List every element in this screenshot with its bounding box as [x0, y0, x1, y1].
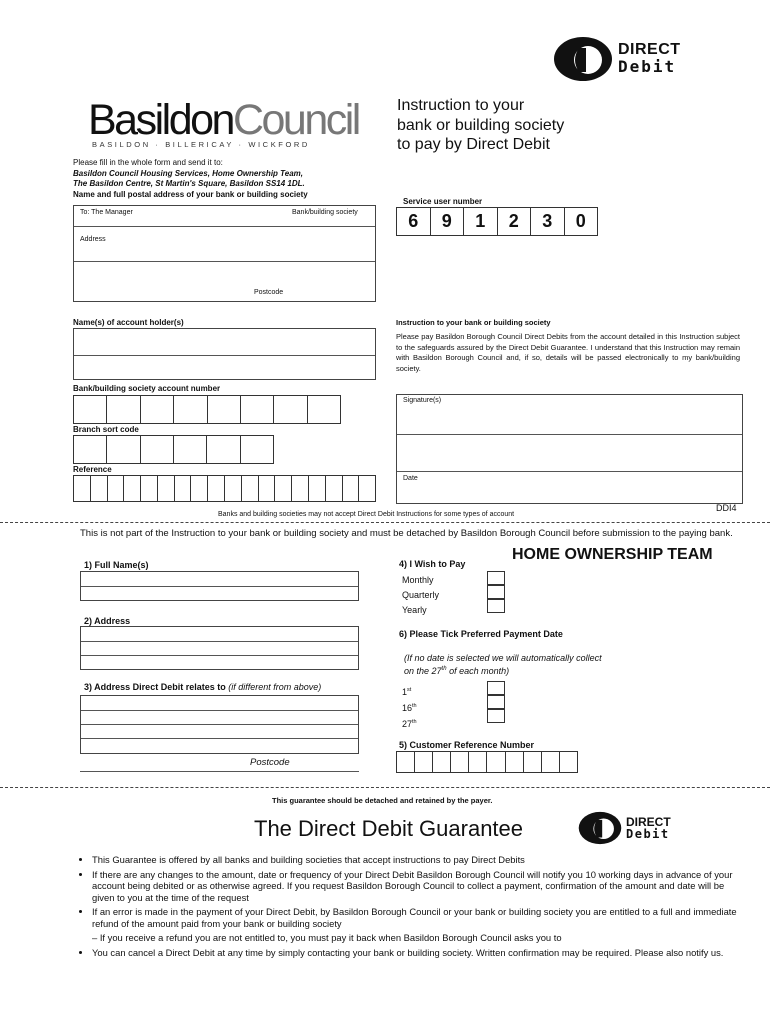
intro-line-2: Basildon Council Housing Services, Home Ownership Team, [73, 168, 303, 178]
account-holders-box[interactable] [73, 328, 376, 380]
intro-line-3: The Basildon Centre, St Martin's Square, Basildon SS14 1DL. [73, 179, 305, 188]
yearly-checkbox[interactable] [487, 599, 505, 613]
detach-notice: This is not part of the Instruction to your bank or building society and must be detached by Basildon Borough Council before submission to the paying bank. [80, 528, 733, 539]
date-1-sup: st [407, 687, 412, 693]
option-monthly: Monthly [402, 575, 434, 585]
dd-address-note: (if different from above) [228, 682, 322, 692]
bank-address-box[interactable] [73, 205, 376, 302]
service-digit: 0 [575, 211, 586, 231]
address-box[interactable] [80, 626, 359, 670]
send-instructions [73, 158, 308, 200]
direct-debit-logo [553, 36, 703, 82]
account-number-cells[interactable] [73, 395, 341, 424]
service-digit: 3 [531, 208, 565, 235]
direct-debit-logo-line2: Debit [618, 57, 677, 76]
date-label: Date [403, 475, 418, 482]
address-label: Address [80, 236, 106, 243]
account-number-label: Bank/building society account number [73, 384, 221, 393]
service-digit: 1 [464, 208, 498, 235]
bank-society-label: Bank/building society [292, 209, 358, 216]
heading-line-2: bank or building society [397, 116, 565, 134]
full-name-box[interactable] [80, 571, 359, 601]
date-16-sup: th [412, 703, 417, 709]
dd-address-label-text: 3) Address Direct Debit relates to [84, 682, 226, 692]
instruction-title: Instruction to your bank or building society [396, 318, 551, 327]
heading-line-1: Instruction to your [397, 97, 525, 114]
direct-debit-logo-icon [553, 36, 613, 82]
detach-line-2 [0, 787, 770, 788]
guarantee-subitem: – If you receive a refund you are not entitled to, you must pay it back when Basildon Borough Council asks you to [92, 932, 562, 943]
quarterly-checkbox[interactable] [487, 585, 505, 599]
payment-date-note [404, 653, 602, 677]
council-logo-name-2: Council [232, 96, 359, 144]
payment-date-note-sup: th [441, 666, 447, 672]
date-16-checkbox[interactable] [487, 695, 505, 709]
customer-ref-cells[interactable] [396, 751, 578, 773]
option-quarterly: Quarterly [402, 590, 440, 600]
customer-ref-label: 5) Customer Reference Number [399, 740, 535, 750]
date-16: 16 [402, 703, 413, 713]
monthly-checkbox[interactable] [487, 571, 505, 585]
direct-debit-logo-small [578, 811, 688, 845]
payment-date-label: 6) Please Tick Preferred Payment Date [399, 629, 563, 639]
to-manager-label: To: The Manager [80, 209, 133, 216]
sort-code-cells[interactable] [73, 435, 274, 464]
guarantee-item: • This Guarantee is offered by all banks and building societies that accept instructions to pay Direct Debits [92, 854, 742, 866]
reference-label: Reference [73, 465, 112, 474]
full-name-label: 1) Full Name(s) [84, 560, 149, 570]
sort-code-label: Branch sort code [73, 425, 139, 434]
date-27-sup: th [412, 719, 417, 725]
direct-debit-logo-line1: DIRECT [618, 41, 681, 58]
detach-line-1 [0, 522, 770, 523]
team-heading: HOME OWNERSHIP TEAM [512, 546, 713, 563]
heading-line-3: to pay by Direct Debit [397, 136, 550, 153]
service-digit: 9 [431, 208, 465, 235]
dd-address-label [84, 682, 321, 692]
intro-line-4: Name and full postal address of your bank or building society [73, 189, 308, 199]
date-27-checkbox[interactable] [487, 709, 505, 723]
payment-date-note-2a: on the 27 [404, 666, 442, 676]
guarantee-detach-note: This guarantee should be detached and retained by the payer. [272, 796, 493, 805]
date-1-checkbox[interactable] [487, 681, 505, 695]
guarantee-list [70, 854, 742, 961]
frequency-options [402, 573, 439, 618]
intro-line-1: Please fill in the whole form and send it to: [73, 158, 223, 167]
guarantee-item: • If an error is made in the payment of your Direct Debit, by Basildon Borough Council or your bank or building society you are entitled to a full and immediate refund of the amount paid from your bank or building society [92, 906, 742, 929]
service-digit: 6 [397, 208, 431, 235]
payment-date-note-1: (If no date is selected we will automatically collect [404, 653, 602, 663]
signature-box[interactable] [396, 394, 743, 504]
banks-note: Banks and building societies may not accept Direct Debit Instructions for some types of account [218, 511, 515, 518]
direct-debit-logo-small-icon [578, 811, 622, 845]
guarantee-item: • You can cancel a Direct Debit at any time by simply contacting your bank or building society. Written confirmation may be required. Please also notify us. [92, 947, 742, 959]
date-27: 27 [402, 719, 413, 729]
service-user-label: Service user number [403, 197, 483, 206]
service-user-number [396, 207, 598, 236]
postcode-field-label: Postcode [250, 757, 290, 768]
dd-small-line1: DIRECT [626, 815, 671, 829]
guarantee-item: • If there are any changes to the amount, date or frequency of your Direct Debit Basildon Borough Council will notify you 10 working days in advance of your account being debited or as otherwise agreed. If you request Basildon Borough Council to collect a payment, confirmation of the amount and date will be given to you at the time of the request [92, 869, 742, 904]
address-section-label: 2) Address [84, 616, 131, 626]
instruction-text: Please pay Basildon Borough Council Direct Debits from the account detailed in this Instruction subject to the safeguards assured by the Direct Debit Guarantee. I understand that this Instruction may remain with Basildon Borough Council and, if so, details will be passed electronically to my bank/building society. [396, 332, 740, 373]
council-towns: BASILDON · BILLERICAY · WICKFORD [92, 140, 310, 149]
option-yearly: Yearly [402, 605, 427, 615]
payment-date-note-2b: of each month) [446, 666, 510, 676]
guarantee-title: The Direct Debit Guarantee [254, 816, 524, 841]
form-code: DDI4 [716, 503, 737, 513]
postcode-label: Postcode [254, 289, 284, 296]
signature-label: Signature(s) [403, 397, 442, 404]
wish-to-pay-label: 4) I Wish to Pay [399, 559, 466, 569]
council-logo-name-1: Basildon [88, 96, 233, 144]
dd-address-box[interactable] [80, 695, 359, 754]
council-logo [88, 96, 359, 152]
service-digit: 2 [498, 208, 532, 235]
date-1: 1 [402, 687, 408, 697]
reference-cells[interactable] [73, 475, 376, 502]
form-heading [397, 96, 564, 155]
account-holders-label: Name(s) of account holder(s) [73, 318, 184, 327]
dd-small-line2: Debit [626, 827, 670, 841]
date-options [402, 683, 417, 731]
